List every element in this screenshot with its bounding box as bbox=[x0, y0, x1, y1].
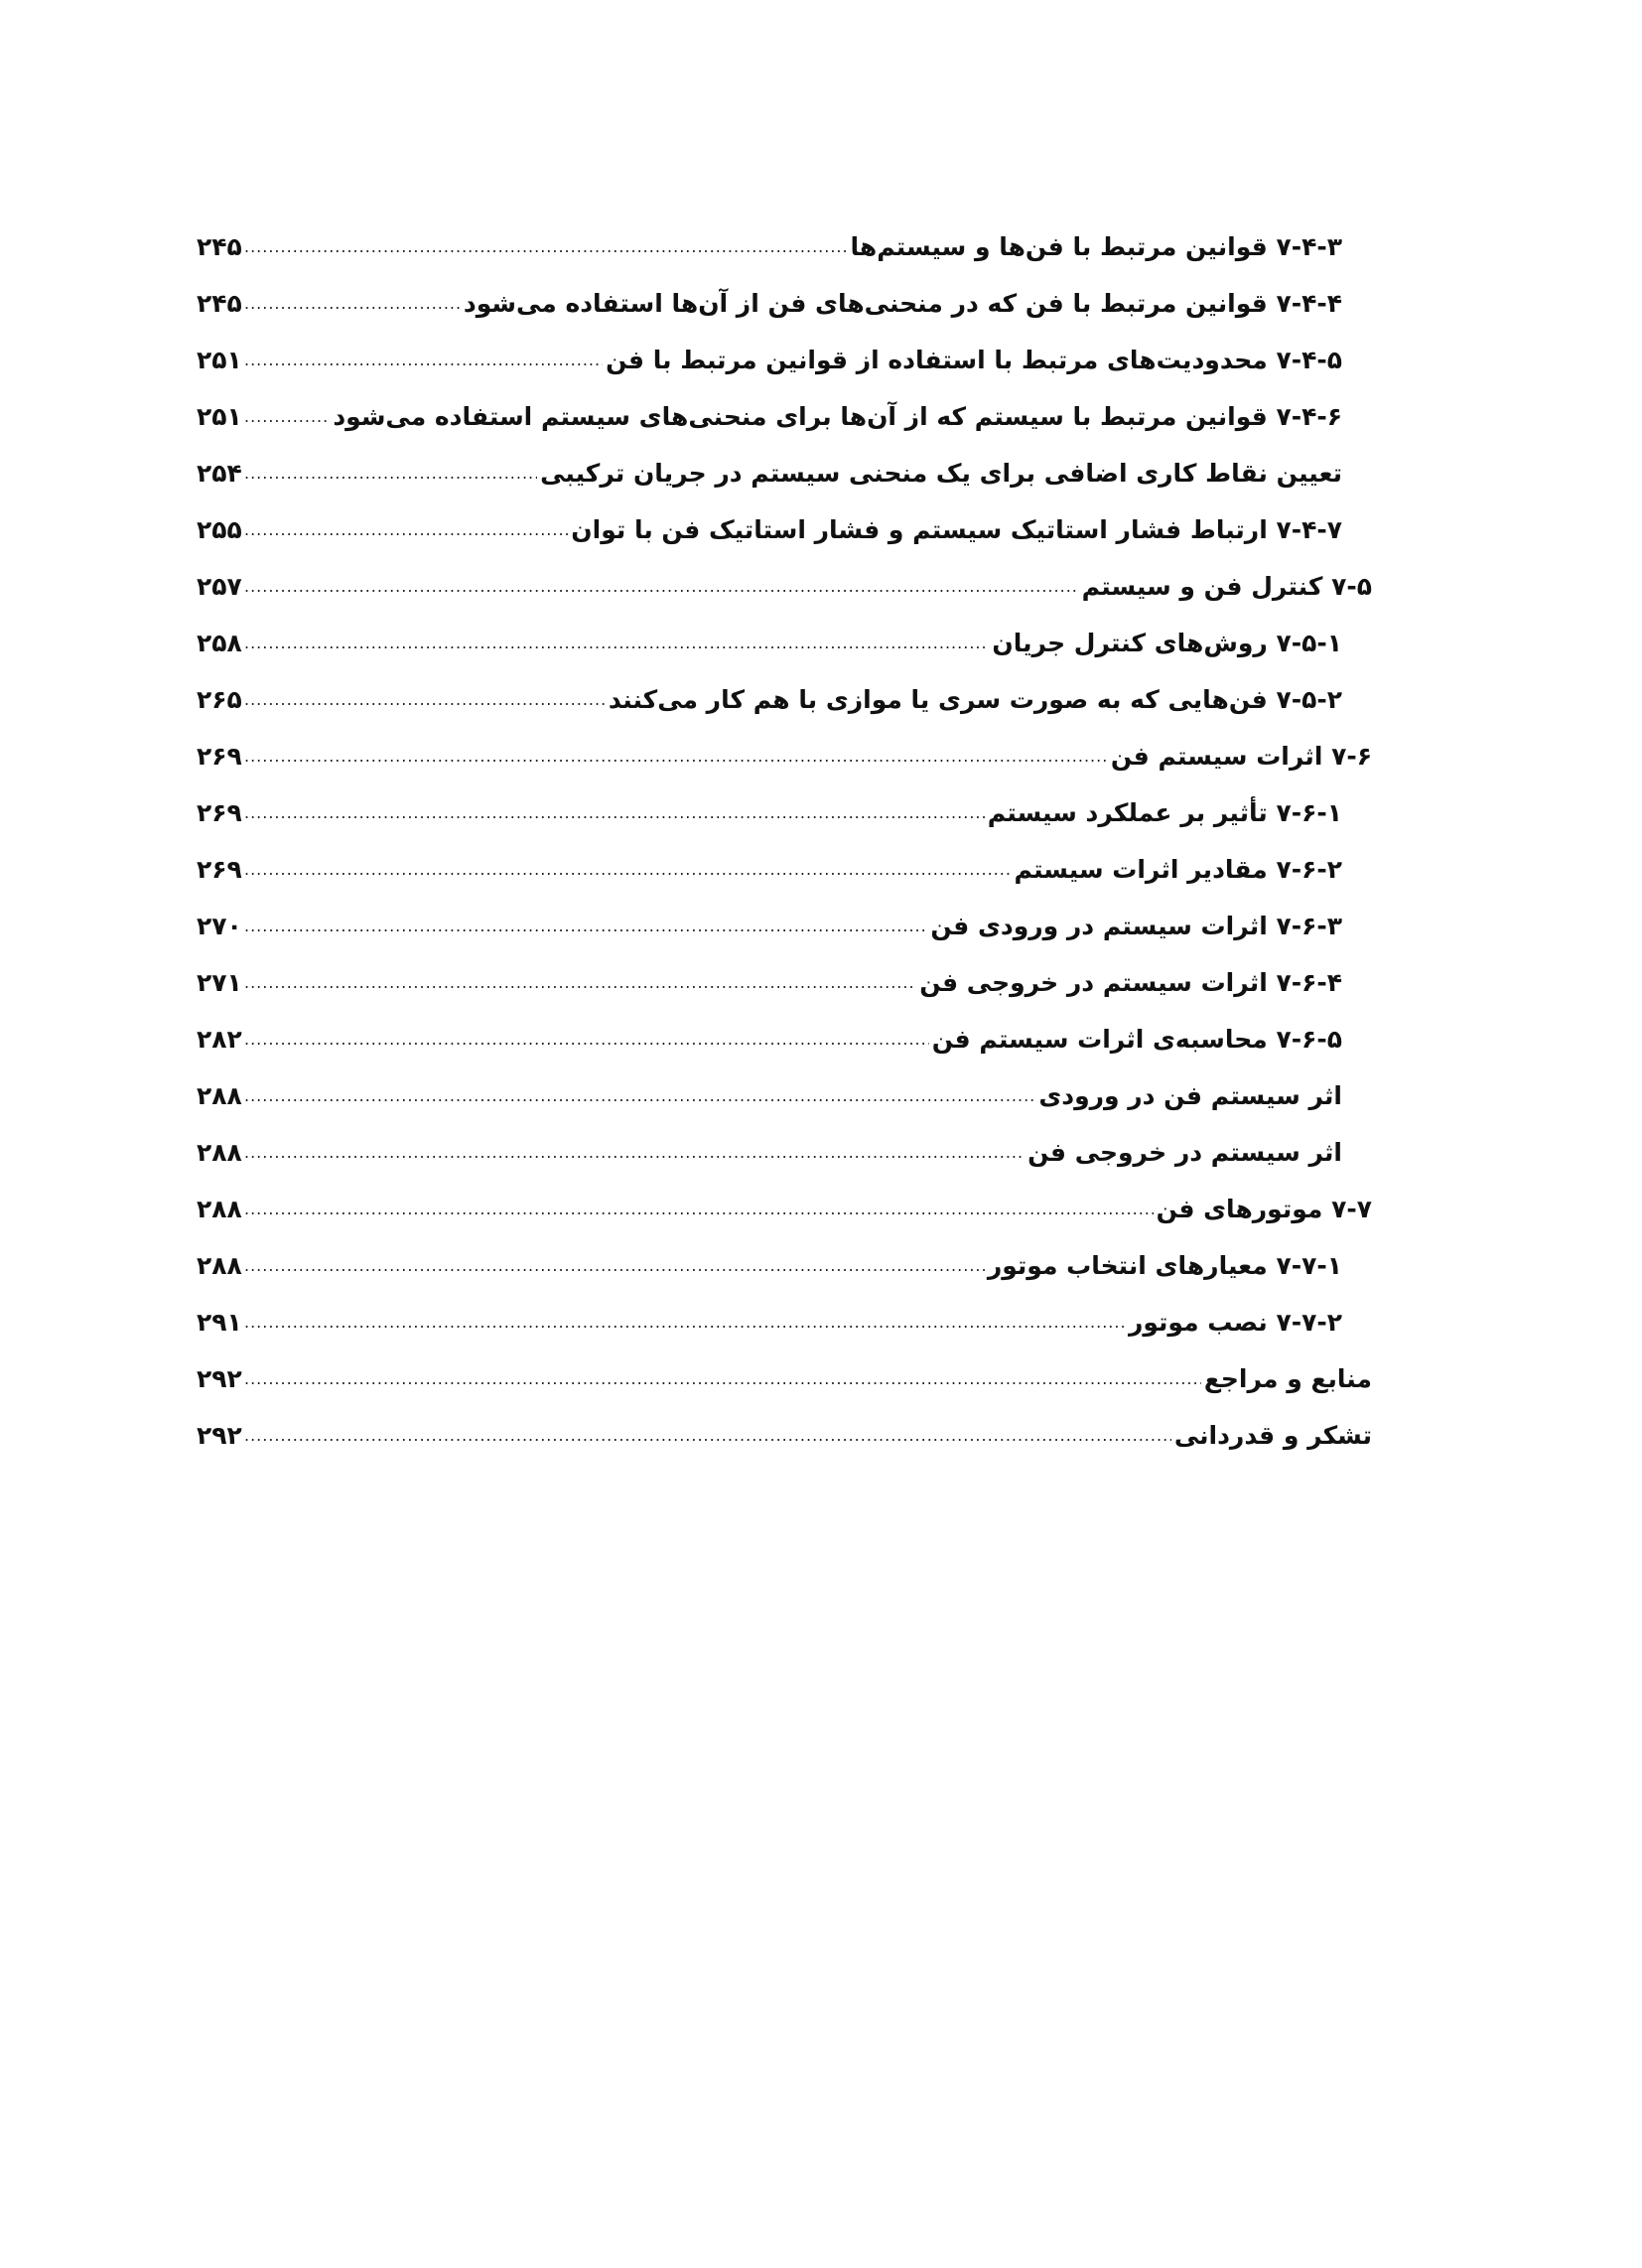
toc-entry[interactable] bbox=[197, 550, 1372, 607]
toc-page-number: ۲۵۱ bbox=[197, 346, 242, 374]
toc-dot-leader bbox=[244, 403, 330, 431]
toc-entry[interactable] bbox=[197, 211, 1372, 267]
toc-entry[interactable] bbox=[197, 720, 1372, 777]
toc-dot-leader bbox=[244, 573, 1079, 601]
toc-entry[interactable] bbox=[197, 1229, 1372, 1286]
toc-entry-title: اثر سیستم فن در ورودی bbox=[1038, 1081, 1342, 1110]
toc-entry-title: ۷-۶-۱ تأثیر بر عملکرد سیستم bbox=[987, 798, 1342, 827]
toc-entry-title: منابع و مراجع bbox=[1203, 1364, 1372, 1393]
toc-entry-title: ۷-۶-۴ اثرات سیستم در خروجی فن bbox=[919, 968, 1342, 997]
toc-entry[interactable] bbox=[197, 1116, 1372, 1173]
toc-entry[interactable] bbox=[197, 1343, 1372, 1399]
toc-entry[interactable] bbox=[197, 437, 1372, 494]
toc-page-number: ۲۷۱ bbox=[197, 968, 242, 997]
toc-dot-leader bbox=[244, 1026, 929, 1054]
toc-page-number: ۲۵۱ bbox=[197, 402, 242, 431]
toc-entry-title: ۷-۵-۱ روش‌های کنترل جریان bbox=[992, 629, 1342, 657]
toc-entry[interactable] bbox=[197, 607, 1372, 663]
toc-dot-leader bbox=[244, 630, 989, 657]
toc-entry-title: اثر سیستم در خروجی فن bbox=[1027, 1138, 1342, 1167]
toc-entry-title: ۷-۷ موتورهای فن bbox=[1156, 1195, 1372, 1223]
toc-entry[interactable] bbox=[197, 267, 1372, 324]
toc-page-number: ۲۸۸ bbox=[197, 1195, 242, 1223]
toc-entry-title: ۷-۴-۳ قوانین مرتبط با فن‌ها و سیستم‌ها bbox=[850, 232, 1342, 261]
toc-page-number: ۲۵۷ bbox=[197, 572, 242, 601]
toc-page-number: ۲۸۸ bbox=[197, 1081, 242, 1110]
toc-dot-leader bbox=[244, 1252, 985, 1280]
toc-dot-leader bbox=[244, 233, 847, 261]
toc-entry-title: ۷-۵-۲ فن‌هایی که به صورت سری یا موازی با هم کار می‌کنند bbox=[608, 685, 1342, 714]
toc-entry[interactable] bbox=[197, 1399, 1372, 1456]
toc-page-number: ۲۶۹ bbox=[197, 742, 242, 771]
toc-entry-title: ۷-۴-۴ قوانین مرتبط با فن که در منحنی‌های فن از آن‌ها استفاده می‌شود bbox=[463, 289, 1342, 318]
toc-entry-title: ۷-۴-۵ محدودیت‌های مرتبط با استفاده از قوانین مرتبط با فن bbox=[606, 346, 1342, 374]
toc-dot-leader bbox=[244, 516, 568, 544]
toc-dot-leader bbox=[244, 290, 461, 318]
toc-entry-title: ۷-۴-۷ ارتباط فشار استاتیک سیستم و فشار استاتیک فن با توان bbox=[571, 515, 1342, 544]
toc-page-number: ۲۹۲ bbox=[197, 1364, 242, 1393]
toc-dot-leader bbox=[244, 1309, 1126, 1337]
toc-page-number: ۲۶۵ bbox=[197, 685, 242, 714]
toc-page-number: ۲۵۸ bbox=[197, 629, 242, 657]
toc-entry-title: ۷-۷-۱ معیارهای انتخاب موتور bbox=[987, 1251, 1342, 1280]
toc-dot-leader bbox=[244, 1422, 1171, 1450]
toc-entry-title: تعیین نقاط کاری اضافی برای یک منحنی سیستم در جریان ترکیبی bbox=[540, 459, 1342, 488]
toc-entry[interactable] bbox=[197, 380, 1372, 437]
toc-dot-leader bbox=[244, 799, 985, 827]
toc-entry-title: ۷-۶-۵ محاسبه‌ی اثرات سیستم فن bbox=[931, 1025, 1342, 1054]
toc-dot-leader bbox=[244, 913, 927, 940]
toc-dot-leader bbox=[244, 686, 606, 714]
toc-entry-title: ۷-۷-۲ نصب موتور bbox=[1128, 1308, 1342, 1337]
toc-page-number: ۲۶۹ bbox=[197, 798, 242, 827]
toc-dot-leader bbox=[244, 969, 916, 997]
toc-page-number: ۲۴۵ bbox=[197, 232, 242, 261]
toc-page-number: ۲۷۰ bbox=[197, 912, 242, 940]
toc-entry[interactable] bbox=[197, 946, 1372, 1003]
toc-dot-leader bbox=[244, 1196, 1154, 1223]
toc-entry[interactable] bbox=[197, 1060, 1372, 1116]
toc-page-number: ۲۸۸ bbox=[197, 1138, 242, 1167]
toc-entry-title: ۷-۶-۳ اثرات سیستم در ورودی فن bbox=[930, 912, 1342, 940]
toc-dot-leader bbox=[244, 856, 1011, 884]
toc-entry-title: ۷-۶-۲ مقادیر اثرات سیستم bbox=[1014, 855, 1342, 884]
toc-entry-title: ۷-۴-۶ قوانین مرتبط با سیستم که از آن‌ها برای منحنی‌های سیستم استفاده می‌شود bbox=[333, 402, 1342, 431]
toc-entry[interactable] bbox=[197, 777, 1372, 833]
toc-page-number: ۲۵۵ bbox=[197, 515, 242, 544]
toc-page-number: ۲۵۴ bbox=[197, 459, 242, 488]
toc-entry[interactable] bbox=[197, 324, 1372, 380]
toc-entry[interactable] bbox=[197, 1003, 1372, 1060]
table-of-contents bbox=[197, 211, 1372, 1456]
toc-page-number: ۲۶۹ bbox=[197, 855, 242, 884]
toc-entry[interactable] bbox=[197, 494, 1372, 550]
toc-entry[interactable] bbox=[197, 1173, 1372, 1229]
toc-entry-title: تشکر و قدردانی bbox=[1173, 1421, 1372, 1450]
toc-page-number: ۲۹۲ bbox=[197, 1421, 242, 1450]
toc-dot-leader bbox=[244, 347, 603, 374]
toc-dot-leader bbox=[244, 743, 1108, 771]
toc-page-number: ۲۹۱ bbox=[197, 1308, 242, 1337]
toc-page-number: ۲۴۵ bbox=[197, 289, 242, 318]
toc-dot-leader bbox=[244, 1365, 1201, 1393]
toc-dot-leader bbox=[244, 460, 537, 488]
toc-entry-title: ۷-۵ کنترل فن و سیستم bbox=[1081, 572, 1372, 601]
toc-page-number: ۲۸۲ bbox=[197, 1025, 242, 1054]
toc-entry[interactable] bbox=[197, 833, 1372, 890]
toc-page-number: ۲۸۸ bbox=[197, 1251, 242, 1280]
toc-dot-leader bbox=[244, 1139, 1025, 1167]
toc-dot-leader bbox=[244, 1082, 1035, 1110]
toc-entry[interactable] bbox=[197, 663, 1372, 720]
toc-entry[interactable] bbox=[197, 890, 1372, 946]
toc-entry-title: ۷-۶ اثرات سیستم فن bbox=[1110, 742, 1372, 771]
toc-entry[interactable] bbox=[197, 1286, 1372, 1343]
